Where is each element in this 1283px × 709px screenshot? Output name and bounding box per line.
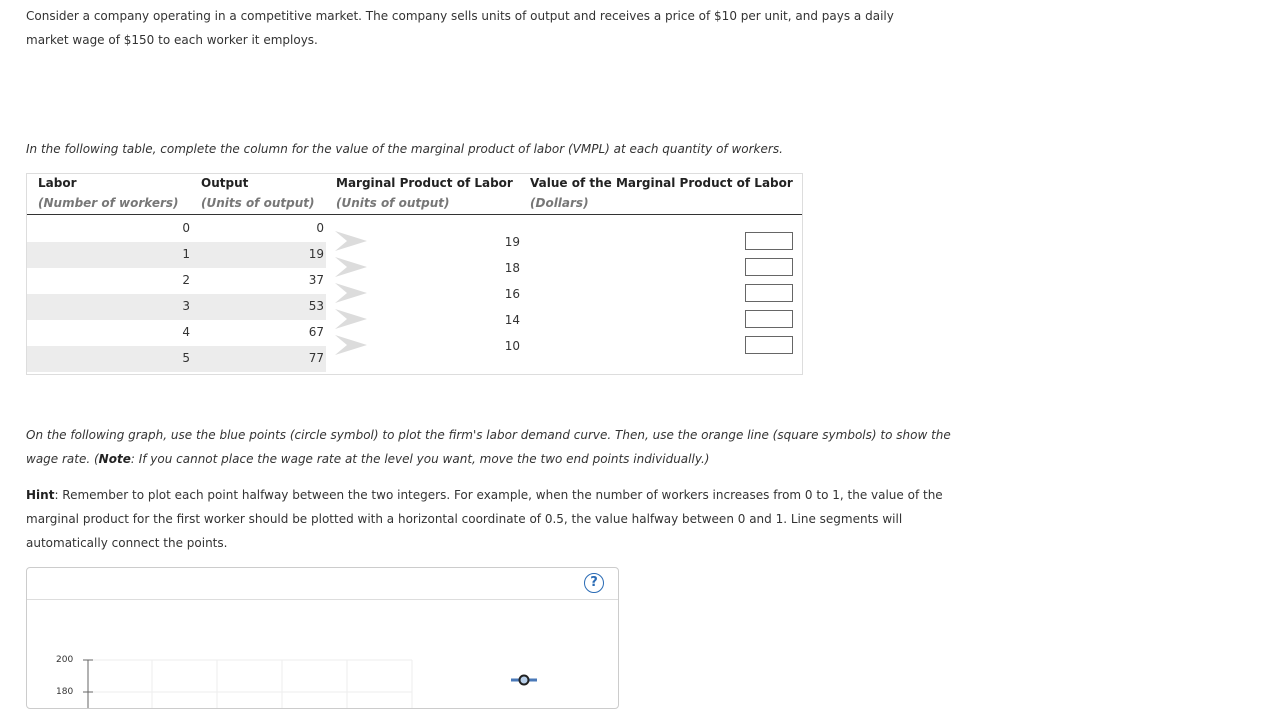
y-axis — [83, 660, 93, 708]
graph-instruction — [26, 423, 956, 471]
vmpl-input[interactable] — [745, 258, 793, 276]
graph-instruction-part1: On the following graph, use the blue points (circle symbol) to plot the firm's labor demand curve. Then, use the orange line (square symbols) to show the wage rate. ( — [26, 428, 951, 466]
graph-instruction-part2: : If you cannot place the wage rate at the level you want, move the two end points individually.) — [130, 452, 710, 466]
labor-demand-graph — [26, 567, 619, 709]
output-cell: 37 — [308, 273, 324, 287]
mpl-cell: 10 — [504, 339, 520, 353]
graph-canvas[interactable] — [27, 568, 618, 708]
intro-text: Consider a company operating in a competitive market. The company sells units of output and receives a price of $10 per unit, and pays a daily market wage of $150 to each worker it employs. — [26, 9, 894, 47]
hint-label: Hint — [26, 488, 55, 502]
output-cell: 19 — [308, 247, 324, 261]
vmpl-input[interactable] — [745, 310, 793, 328]
header-output: Output — [201, 176, 249, 190]
blue-point-tool[interactable] — [511, 676, 537, 685]
labor-cell: 4 — [182, 325, 190, 339]
table-row — [27, 294, 326, 320]
output-cell: 77 — [308, 351, 324, 365]
header-vmpl-sub: (Dollars) — [530, 196, 589, 210]
header-vmpl: Value of the Marginal Product of Labor — [530, 176, 793, 190]
table-row — [27, 320, 326, 346]
mpl-cell: 16 — [504, 287, 520, 301]
labor-cell: 1 — [182, 247, 190, 261]
header-divider — [27, 214, 802, 215]
y-tick-label: 180 — [56, 687, 74, 697]
vmpl-table — [26, 173, 803, 375]
output-cell: 0 — [316, 221, 324, 235]
table-row — [27, 346, 326, 372]
table-row — [27, 242, 326, 268]
mpl-cell: 19 — [504, 235, 520, 249]
labor-cell: 2 — [182, 273, 190, 287]
help-icon[interactable]: ? — [584, 573, 604, 593]
grid — [88, 660, 412, 708]
table-row — [27, 268, 326, 294]
table-instruction: In the following table, complete the column for the value of the marginal product of labor (VMPL) at each quantity of workers. — [26, 142, 783, 156]
chevron-right-icon — [333, 256, 369, 278]
chevron-right-icon — [333, 308, 369, 330]
labor-cell: 0 — [182, 221, 190, 235]
header-mpl: Marginal Product of Labor — [336, 176, 513, 190]
chevron-right-icon — [333, 334, 369, 356]
labor-cell: 3 — [182, 299, 190, 313]
table-row — [27, 216, 326, 242]
header-output-sub: (Units of output) — [201, 196, 315, 210]
header-labor-sub: (Number of workers) — [38, 196, 179, 210]
mpl-cell: 14 — [504, 313, 520, 327]
hint-text — [26, 483, 956, 555]
chevron-right-icon — [333, 230, 369, 252]
labor-cell: 5 — [182, 351, 190, 365]
output-cell: 67 — [308, 325, 324, 339]
header-mpl-sub: (Units of output) — [336, 196, 450, 210]
mpl-cell: 18 — [504, 261, 520, 275]
vmpl-input[interactable] — [745, 336, 793, 354]
vmpl-input[interactable] — [745, 284, 793, 302]
hint-body: : Remember to plot each point halfway between the two integers. For example, when the number of workers increases from 0 to 1, the value of the marginal product for the first worker should be plotted with a horizontal coordinate of 0.5, the value halfway between 0 and 1. Line segments will automatically connect the points. — [26, 488, 943, 550]
output-cell: 53 — [308, 299, 324, 313]
note-label: Note — [98, 452, 131, 466]
y-tick-label: 200 — [56, 655, 74, 665]
vmpl-input[interactable] — [745, 232, 793, 250]
chevron-right-icon — [333, 282, 369, 304]
header-labor: Labor — [38, 176, 77, 190]
